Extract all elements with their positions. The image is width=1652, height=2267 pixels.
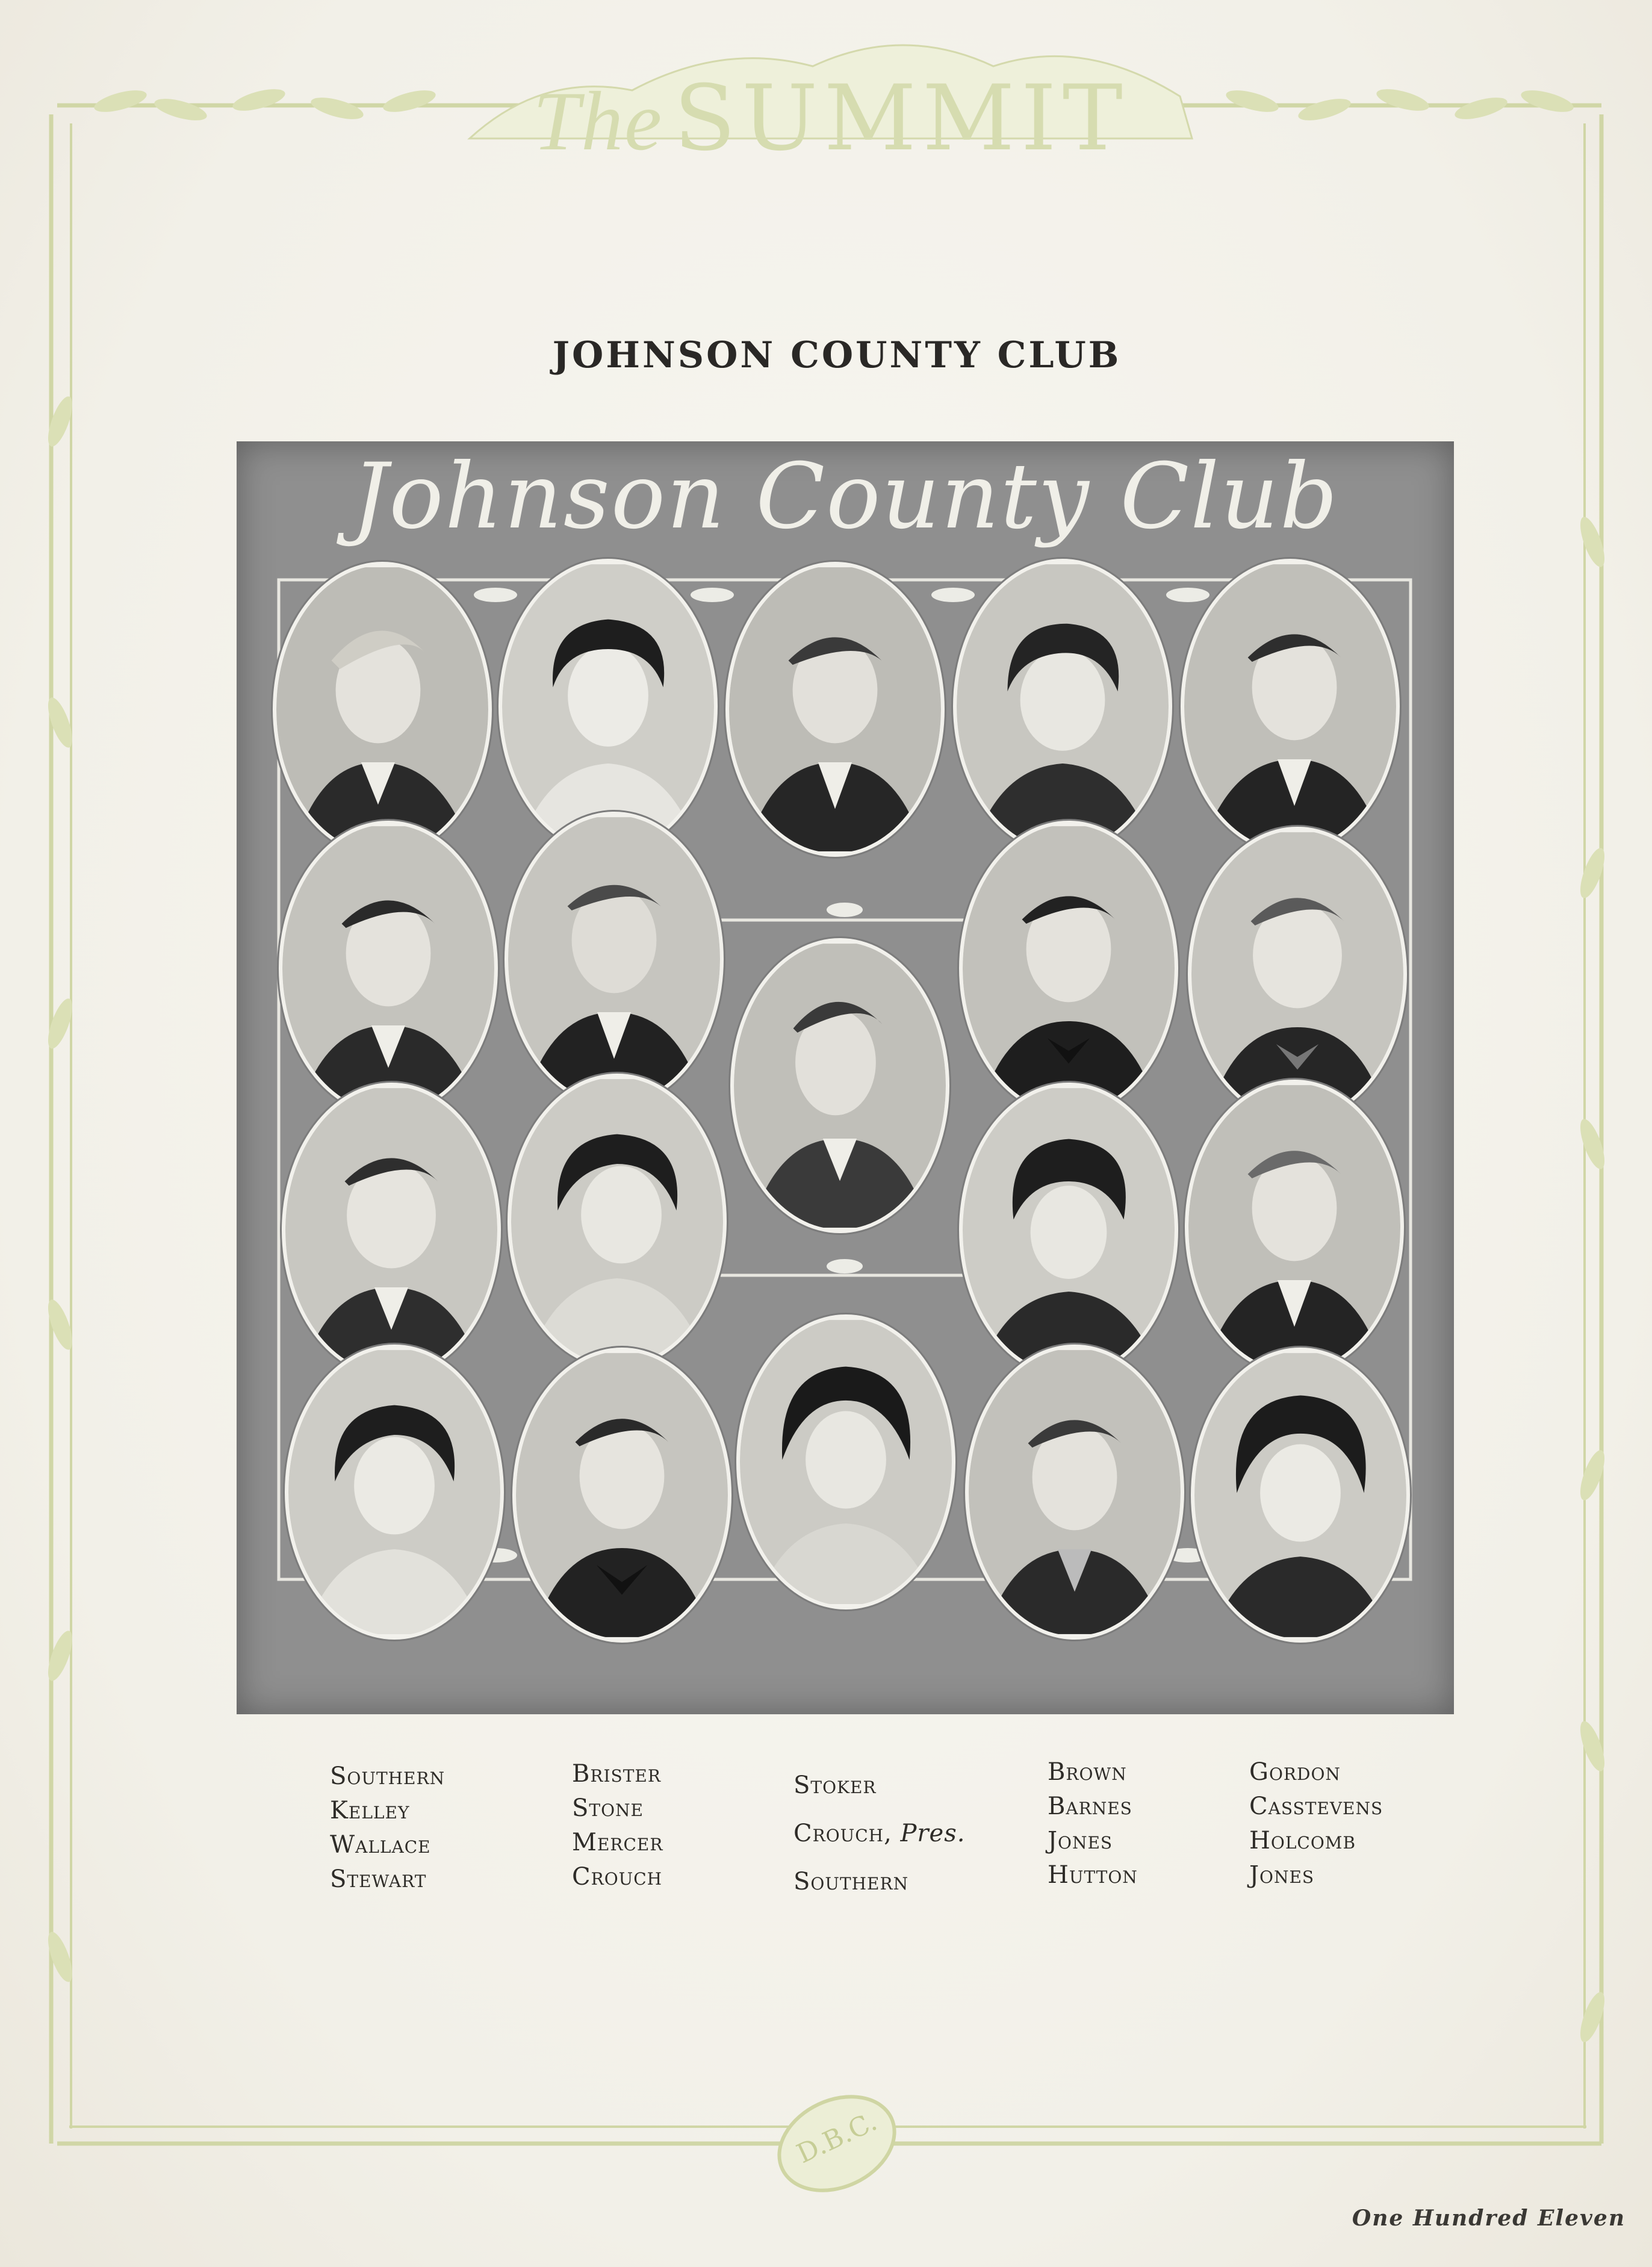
member-name: Brown — [1048, 1758, 1127, 1786]
caption-column-3 — [793, 1761, 965, 1906]
page-number: One Hundred Eleven — [1352, 2206, 1626, 2231]
monogram-text: D.B.C. — [792, 2106, 882, 2170]
logotype-the: The — [533, 75, 663, 168]
page-title: JOHNSON COUNTY CLUB — [552, 334, 1122, 376]
portrait-photo — [498, 559, 718, 854]
portrait-photo — [285, 1345, 504, 1640]
member-name: Stoker — [793, 1771, 877, 1799]
member-name: Kelley — [330, 1797, 410, 1824]
member-name: Jones — [1048, 1827, 1113, 1855]
portrait-photo — [282, 1083, 501, 1378]
portrait-photo — [959, 821, 1178, 1116]
club-photo-panel — [237, 441, 1454, 1714]
member-name: Wallace — [330, 1831, 431, 1859]
president-label: Pres. — [900, 1820, 966, 1847]
member-name: Hutton — [1048, 1861, 1138, 1889]
member-name: Mercer — [572, 1829, 663, 1856]
member-name: Barnes — [1048, 1793, 1132, 1820]
member-name: Brister — [572, 1760, 661, 1788]
portrait-photo — [505, 812, 724, 1107]
portrait-photo — [730, 938, 949, 1233]
portrait-photo — [279, 821, 498, 1116]
panel-heading: Johnson County Club — [352, 444, 1339, 549]
portrait-photo — [1188, 827, 1407, 1122]
portrait-photo — [953, 559, 1172, 854]
logotype-summit: SUMMIT — [674, 66, 1129, 171]
caption-column-2 — [572, 1757, 663, 1894]
member-name: Stone — [572, 1794, 644, 1822]
portrait-photo — [736, 1314, 955, 1609]
caption-column-4 — [1048, 1755, 1138, 1892]
portrait-photo — [1191, 1348, 1410, 1643]
portrait-photo — [959, 1083, 1178, 1378]
portrait-photo — [1181, 559, 1400, 854]
member-name: Crouch — [572, 1863, 663, 1891]
member-name: Jones — [1249, 1861, 1315, 1889]
member-name: Crouch, — [793, 1820, 892, 1847]
portrait-photo — [965, 1345, 1184, 1640]
member-name: Southern — [330, 1762, 446, 1790]
member-name: Stewart — [330, 1865, 427, 1893]
caption-column-5 — [1249, 1755, 1383, 1892]
portrait-photo — [508, 1074, 727, 1369]
member-name: Holcomb — [1249, 1827, 1356, 1855]
member-name: Casstevens — [1249, 1793, 1383, 1820]
member-name: Gordon — [1249, 1758, 1341, 1786]
member-name-president — [793, 1809, 965, 1858]
yearbook-logotype — [494, 66, 1168, 169]
portrait-photo — [725, 562, 945, 857]
portrait-photo — [1185, 1080, 1404, 1375]
portrait-photo — [273, 562, 492, 857]
portrait-photo — [512, 1348, 731, 1643]
member-name: Southern — [793, 1868, 909, 1895]
caption-column-1 — [330, 1759, 445, 1897]
